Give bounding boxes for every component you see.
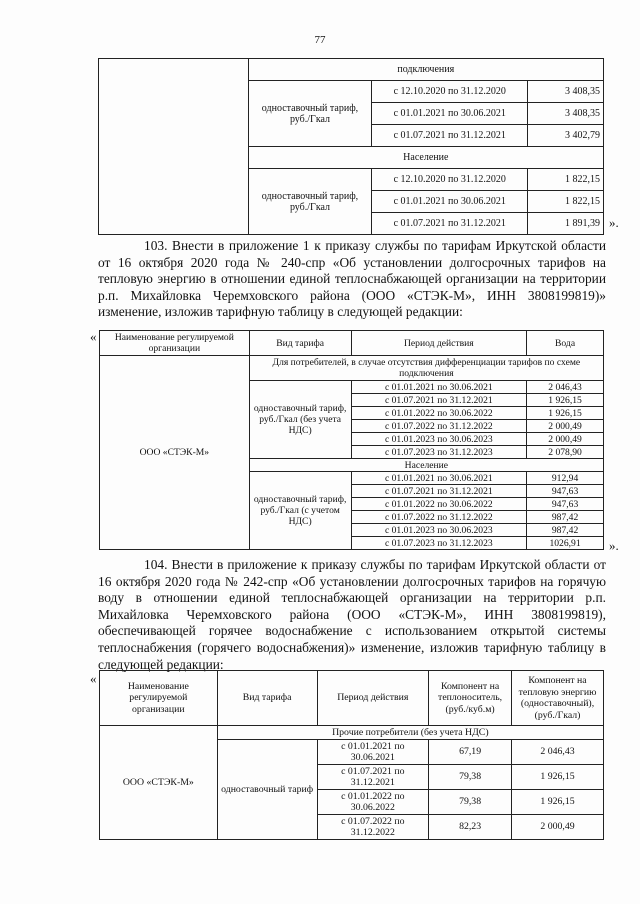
energy-cell: 2 046,43 (512, 740, 604, 765)
header-org: Наименование регулируемой организации (100, 671, 218, 726)
value-cell: 2 000,49 (527, 433, 604, 446)
period-cell: с 01.01.2021 по 30.06.2021 (372, 191, 528, 213)
period-cell: с 01.01.2023 по 30.06.2023 (351, 433, 527, 446)
value-cell: 1 891,39 (528, 213, 604, 235)
header-tariff: Вид тарифа (249, 331, 351, 356)
header-org: Наименование регулируемой организации (100, 331, 250, 356)
group-header: Население (249, 459, 603, 472)
carrier-cell: 67,19 (429, 740, 512, 765)
period-cell: с 01.07.2022 по 31.12.2022 (351, 511, 527, 524)
period-cell: с 01.01.2022 по 30.06.2022 (317, 790, 429, 815)
page-number: 77 (314, 34, 326, 46)
energy-cell: 1 926,15 (512, 765, 604, 790)
value-cell: 3 408,35 (528, 103, 604, 125)
value-cell: 3 402,79 (528, 125, 604, 147)
carrier-cell: 79,38 (429, 790, 512, 815)
group-header: Население (248, 147, 603, 169)
header-period: Период действия (317, 671, 429, 726)
group-header: Для потребителей, в случае отсутствия дифференциации тарифов по схеме подключения (249, 356, 603, 381)
period-cell: с 01.07.2022 по 31.12.2022 (317, 815, 429, 840)
tariff-cell: одноставочный тариф (217, 740, 317, 840)
tariff-table-104 (99, 670, 604, 840)
value-cell: 1 926,15 (527, 407, 604, 420)
energy-cell: 1 926,15 (512, 790, 604, 815)
value-cell: 1 822,15 (528, 169, 604, 191)
open-quote-mark: « (90, 671, 97, 686)
header-energy: Компонент на тепловую энергию (одноставочный), (руб./Гкал) (512, 671, 604, 726)
period-cell: с 01.07.2023 по 31.12.2023 (351, 537, 527, 550)
period-cell: с 12.10.2020 по 31.12.2020 (372, 81, 528, 103)
period-cell: с 01.07.2021 по 31.12.2021 (317, 765, 429, 790)
value-cell: 3 408,35 (528, 81, 604, 103)
value-cell: 987,42 (527, 524, 604, 537)
org-cell: ООО «СТЭК-М» (100, 356, 250, 550)
paragraph-104: 104. Внести в приложение к приказу службы по тарифам Иркутской области от 16 октября 2020 года № 242-спр «Об установлении долгосрочных тарифов на горячую воду в отношении единой теплоснабжающей организации на территории р.п. Михайловка Черемховского района (ООО «СТЭК-М», ИНН 3808199819), обеспечивающей горячее водоснабжение с использованием открытой системы теплоснабжения (горячего водоснабжения)» изменение, изложив тарифную таблицу в следующей редакции: (98, 557, 606, 672)
period-cell: с 12.10.2020 по 31.12.2020 (372, 169, 528, 191)
period-cell: с 01.07.2021 по 31.12.2021 (351, 394, 527, 407)
carrier-cell: 79,38 (429, 765, 512, 790)
header-water: Вода (527, 331, 604, 356)
value-cell: 947,63 (527, 498, 604, 511)
period-cell: с 01.07.2021 по 31.12.2021 (351, 485, 527, 498)
value-cell: 912,94 (527, 472, 604, 485)
group-header: подключения (248, 59, 603, 81)
value-cell: 1 926,15 (527, 394, 604, 407)
value-cell: 2 046,43 (527, 381, 604, 394)
close-quote-mark: ». (609, 538, 619, 553)
period-cell: с 01.07.2022 по 31.12.2022 (351, 420, 527, 433)
period-cell: с 01.01.2023 по 30.06.2023 (351, 524, 527, 537)
tariff-cell: одноставочный тариф, руб./Гкал (без учета НДС) (249, 381, 351, 459)
tariff-cell: одноставочный тариф, руб./Гкал (248, 169, 372, 235)
open-quote-mark: « (90, 329, 97, 344)
value-cell: 947,63 (527, 485, 604, 498)
tariff-cell: одноставочный тариф, руб./Гкал (248, 81, 372, 147)
tariff-cell: одноставочный тариф, руб./Гкал (с учетом НДС) (249, 472, 351, 550)
paragraph-103: 103. Внести в приложение 1 к приказу службы по тарифам Иркутской области от 16 октября 2020 года № 240-спр «Об установлении долгосрочных тарифов на тепловую энергию в отношении единой теплоснабжающей организации на территории р.п. Михайловка Черемховского района (ООО «СТЭК-М», ИНН 3808199819)» изменение, изложив тарифную таблицу в следующей редакции: (98, 238, 606, 320)
carrier-cell: 82,23 (429, 815, 512, 840)
period-cell: с 01.01.2021 по 30.06.2021 (372, 103, 528, 125)
header-tariff: Вид тарифа (217, 671, 317, 726)
header-carrier: Компонент на теплоноситель, (руб./куб.м) (429, 671, 512, 726)
period-cell: с 01.01.2022 по 30.06.2022 (351, 498, 527, 511)
period-cell: с 01.01.2021 по 30.06.2021 (351, 381, 527, 394)
tariff-table-continued (98, 58, 604, 235)
header-period: Период действия (351, 331, 527, 356)
value-cell: 1 822,15 (528, 191, 604, 213)
org-cell: ООО «СТЭК-М» (100, 726, 218, 840)
tariff-table-103 (99, 330, 604, 550)
value-cell: 2 078,90 (527, 446, 604, 459)
period-cell: с 01.01.2022 по 30.06.2022 (351, 407, 527, 420)
group-header: Прочие потребители (без учета НДС) (217, 726, 603, 740)
period-cell: с 01.01.2021 по 30.06.2021 (351, 472, 527, 485)
org-cell-empty (99, 59, 249, 235)
period-cell: с 01.01.2021 по 30.06.2021 (317, 740, 429, 765)
energy-cell: 2 000,49 (512, 815, 604, 840)
period-cell: с 01.07.2021 по 31.12.2021 (372, 125, 528, 147)
value-cell: 987,42 (527, 511, 604, 524)
value-cell: 1026,91 (527, 537, 604, 550)
value-cell: 2 000,49 (527, 420, 604, 433)
period-cell: с 01.07.2023 по 31.12.2023 (351, 446, 527, 459)
period-cell: с 01.07.2021 по 31.12.2021 (372, 213, 528, 235)
close-quote-mark: ». (609, 215, 619, 230)
